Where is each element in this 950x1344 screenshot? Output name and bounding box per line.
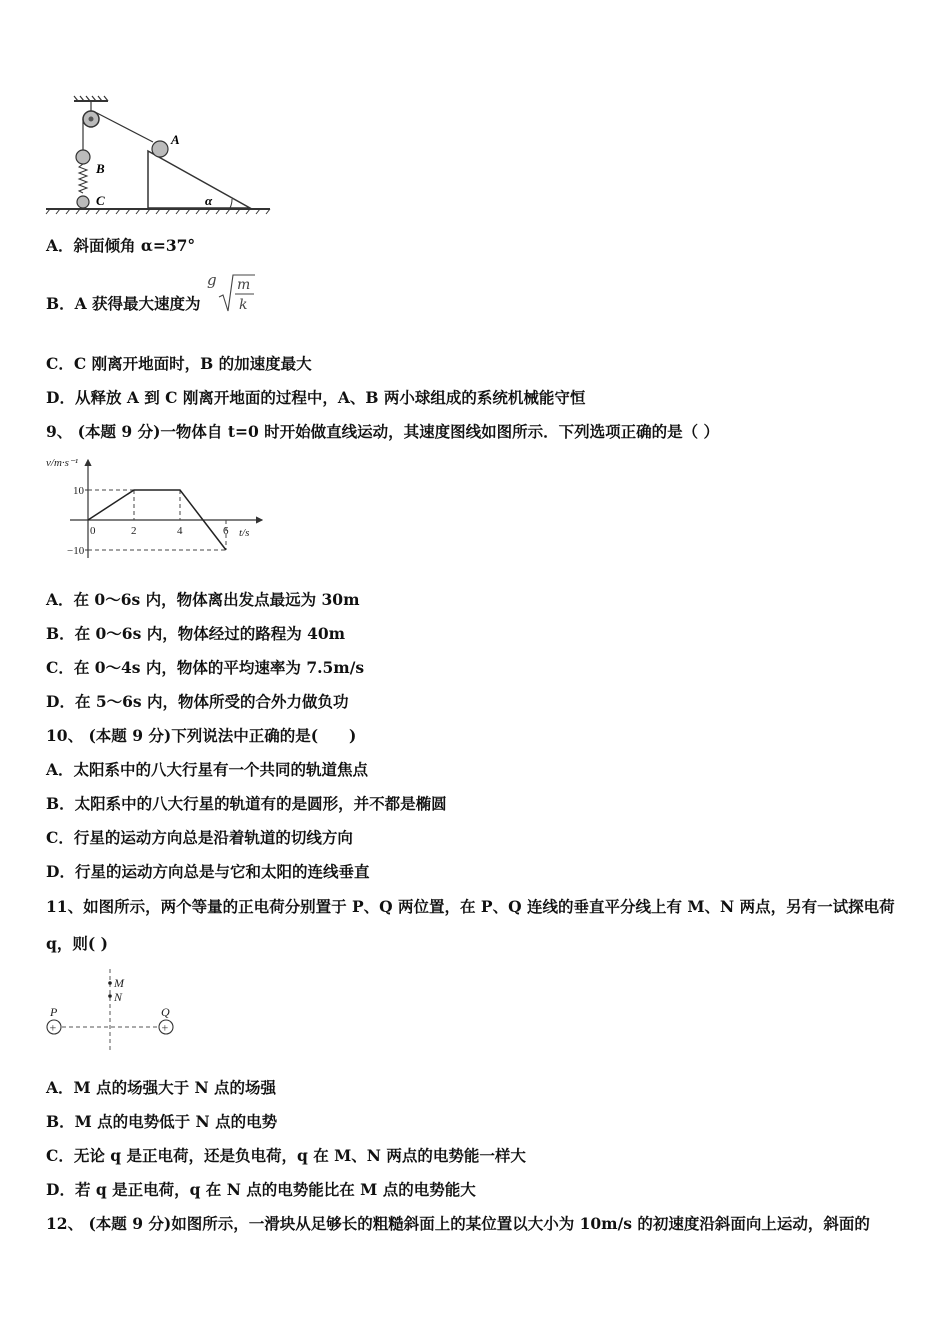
point-n [108, 994, 112, 998]
q8-option-b-text: B．A 获得最大速度为 [46, 294, 201, 313]
y-tick-label-neg: −10 [67, 545, 85, 557]
sqrt-formula [206, 267, 258, 317]
q8-option-c: C．C 刚离开地面时，B 的加速度最大 [46, 354, 312, 373]
x-tick-label-2: 2 [131, 525, 137, 537]
q10-stem: 10、 (本题 9 分)下列说法中正确的是( ) [46, 726, 357, 745]
x-tick-label-4: 4 [177, 525, 183, 537]
incline [148, 151, 250, 208]
formula-g: g [206, 271, 217, 289]
y-tick-label-pos: 10 [73, 485, 84, 497]
q9-option-b: B．在 0～6s 内，物体经过的路程为 40m [46, 624, 346, 643]
label-q: Q [161, 1005, 170, 1019]
angle-arc [230, 199, 232, 208]
velocity-time-chart [40, 452, 270, 564]
q11-option-d: D．若 q 是正电荷，q 在 N 点的电势能比在 M 点的电势能大 [46, 1180, 476, 1199]
q11-stem-line1: 11、如图所示，两个等量的正电荷分别置于 P、Q 两位置，在 P、Q 连线的垂直平分线上有 M、N 两点，另有一试探电荷 [46, 897, 895, 916]
x-axis-label: t/s [239, 527, 250, 539]
q9-option-c: C．在 0～4s 内，物体的平均速率为 7.5m/s [46, 658, 365, 677]
q10-option-d: D．行星的运动方向总是与它和太阳的连线垂直 [46, 862, 370, 881]
q10-option-b: B．太阳系中的八大行星的轨道有的是圆形，并不都是椭圆 [46, 794, 447, 813]
q10-option-a: A．太阳系中的八大行星有一个共同的轨道焦点 [46, 760, 369, 779]
label-n: N [114, 990, 123, 1004]
q9-stem: 9、 (本题 9 分)一物体自 t=0 时开始做直线运动，其速度图线如图所示．下列选项正确的是（ ） [46, 422, 720, 441]
q11-stem-line2: q，则( ) [46, 934, 108, 953]
label-p: P [50, 1005, 58, 1019]
y-axis-label: v/m·s⁻¹ [46, 457, 79, 469]
rope-right [95, 112, 153, 142]
label-alpha: α [205, 193, 213, 208]
label-c: C [96, 193, 105, 208]
q8-option-b [46, 271, 258, 317]
point-m [108, 981, 112, 985]
ball-b [76, 150, 90, 164]
spring [79, 164, 87, 193]
ball-c [77, 196, 89, 208]
q11-option-a: A．M 点的场强大于 N 点的场强 [46, 1078, 277, 1097]
q12-stem: 12、 (本题 9 分)如图所示，一滑块从足够长的粗糙斜面上的某位置以大小为 10m/s 的初速度沿斜面向上运动，斜面的 [46, 1214, 870, 1233]
q10-option-c: C．行星的运动方向总是沿着轨道的切线方向 [46, 828, 353, 847]
formula-den: k [238, 297, 248, 313]
charge-p-sign: + [49, 1020, 57, 1035]
pulley-incline-figure [40, 95, 280, 220]
ball-a [152, 141, 168, 157]
charge-q-sign: + [161, 1020, 169, 1035]
label-b: B [96, 161, 105, 176]
q9-option-a: A．在 0～6s 内，物体离出发点最远为 30m [46, 590, 360, 609]
label-a: A [171, 132, 180, 147]
x-tick-label-6: 6 [223, 525, 229, 537]
formula-num: m [236, 277, 251, 293]
label-m: M [114, 976, 124, 990]
x-tick-label-0: 0 [90, 525, 96, 537]
q8-option-d: D．从释放 A 到 C 刚离开地面的过程中，A、B 两小球组成的系统机械能守恒 [46, 388, 586, 407]
q9-option-d: D．在 5～6s 内，物体所受的合外力做负功 [46, 692, 349, 711]
q11-option-b: B．M 点的电势低于 N 点的电势 [46, 1112, 278, 1131]
charges-figure [40, 965, 190, 1055]
q11-option-c: C．无论 q 是正电荷，还是负电荷，q 在 M、N 两点的电势能一样大 [46, 1146, 526, 1165]
q8-option-a: A．斜面倾角 α=37° [46, 236, 196, 255]
